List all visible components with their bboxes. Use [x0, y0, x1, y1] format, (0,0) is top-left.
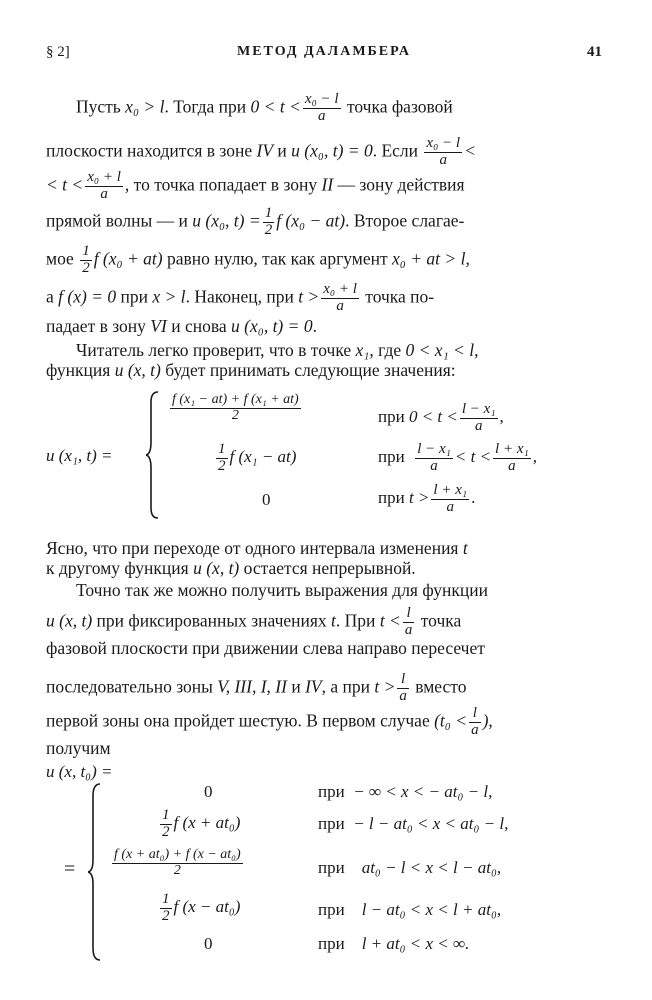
fraction: $\frac{l}{a}$ [471, 705, 479, 738]
p4-line3 [46, 638, 606, 659]
text: а [46, 286, 59, 307]
running-header [46, 44, 602, 68]
p4-line5 [46, 706, 606, 739]
text: Читатель легко проверит, что в точке [76, 340, 356, 360]
text: первой зоны она пройдет шестую. В первом случае [46, 710, 435, 731]
fraction: $\frac{l}{a}$ [404, 605, 413, 638]
zone-label: V, III, I, II [217, 676, 287, 697]
p3-line1 [46, 538, 606, 559]
text: при фиксированных значениях [92, 610, 332, 631]
left-brace-icon [146, 390, 162, 520]
system2-row4: $\frac{1}{2}$ f (x − at₀) [162, 891, 241, 924]
text: падает в зону [46, 316, 151, 336]
text: и [273, 140, 292, 161]
formula: 0 < t < [250, 96, 301, 117]
zone-label: IV [305, 676, 322, 697]
text: фазовой плоскости при движении слева направо пересечет [46, 638, 485, 658]
system2-lhs: u (x, t₀) = [46, 762, 113, 781]
p1-line5 [46, 244, 606, 277]
text: остается непрерывной. [239, 558, 416, 578]
zone-label: II [321, 174, 334, 195]
system1-row3-cond: при t > $\frac{\text{l + x₁}}{a}$ . [378, 482, 476, 515]
system2-row2: $\frac{1}{2}$ f (x + at₀) [162, 807, 241, 840]
p3-line2 [46, 558, 606, 579]
text: плоскости находится в зоне [46, 140, 257, 161]
formula: f (x) = 0 [58, 286, 117, 307]
formula: x > l [152, 286, 186, 307]
text: при [116, 286, 153, 307]
formula: t [331, 610, 336, 631]
system1-row1: $\frac{\text{f (x₁ − at) + f (x₁ + at)}}{2}$ [172, 392, 299, 423]
formula: x₀ + at > l, [392, 248, 470, 269]
system2-row5-cond: при l + at₀ < x < ∞. [318, 934, 470, 953]
p4-line4 [46, 672, 606, 705]
text: к другому функция [46, 558, 194, 578]
system1-row2: $\frac{1}{2}$ f (x₁ − at) [218, 441, 297, 474]
formula: t < [379, 610, 401, 631]
text: и снова [166, 316, 232, 336]
fraction: $\frac{1}{2}$ [264, 205, 273, 238]
fraction: $\frac{\text{x₀ − l}}{a}$ [426, 135, 461, 168]
formula: u (x₀, t) = 0 [231, 316, 313, 336]
running-title: МЕТОД ДАЛАМБЕРА [237, 44, 411, 59]
system1-row3: 0 [262, 490, 271, 509]
text: функция [46, 360, 115, 380]
p1-line6 [46, 282, 606, 315]
system1-row1-cond: при 0 < t < $\frac{\text{l − x₁}}{a}$ , [378, 401, 504, 434]
formula: t > [298, 286, 320, 307]
p4-line6 [46, 738, 606, 759]
text: — зону действия [333, 174, 465, 195]
fraction: $\frac{1}{2}$ [82, 243, 90, 276]
system2-row5: 0 [204, 934, 213, 953]
formula: f (x₀ − at) [276, 210, 346, 231]
text: , [488, 710, 493, 731]
text: , то точка попадает в зону [124, 174, 322, 195]
formula: x₁ [355, 340, 370, 360]
text: Точно так же можно получить выражения для функции [76, 580, 488, 600]
p2-line1 [76, 340, 606, 361]
system2-row3: $\frac{\text{f (x + at₀) + f (x − at₀)}}{2}$ [114, 847, 241, 878]
system2-equals: = [64, 858, 76, 880]
p2-line2 [46, 360, 606, 381]
text: равно нулю, так как аргумент [162, 248, 392, 269]
p1-line4 [46, 206, 606, 239]
text: мое [46, 248, 79, 269]
text: Пусть [76, 96, 126, 117]
fraction: $\frac{\text{x₀ − l}}{a}$ [304, 91, 339, 124]
system2-row3-cond: при at₀ − l < x < l − at₀, [318, 858, 502, 877]
section-mark: § 2] [46, 44, 70, 60]
text: точка по- [360, 286, 435, 307]
text: . Тогда при [164, 96, 251, 117]
text: . Если [372, 140, 419, 161]
text: прямой волны — и [46, 210, 193, 231]
text: и [286, 676, 306, 697]
zone-label: IV [256, 140, 274, 161]
p1-line7 [46, 316, 606, 337]
text: Ясно, что при переходе от одного интервала изменения [46, 538, 463, 558]
p1-line3 [46, 170, 606, 203]
p4-line2 [46, 606, 606, 639]
system2-row1: 0 [204, 782, 213, 801]
text: точка фазовой [342, 96, 453, 117]
text: . [312, 316, 317, 336]
fraction: $\frac{\text{x₀ + l}}{a}$ [87, 169, 121, 202]
system1-row2-cond: при $\frac{\text{l − x₁}}{a}$ < t < $\frac{\text{l + x₁}}{a}$ , [378, 441, 537, 474]
formula: (t₀ < [434, 710, 468, 731]
text: , а при [321, 676, 375, 697]
formula: u (x, t) [193, 558, 240, 578]
fraction: $\frac{\text{x₀ + l}}{a}$ [323, 281, 357, 314]
text: вместо [410, 676, 467, 697]
page-number: 41 [587, 44, 602, 60]
fraction: $\frac{l}{a}$ [399, 671, 407, 704]
formula: f (x₀ + at) [93, 248, 163, 269]
system1-lhs: u (x₁, t) = [46, 446, 113, 465]
text: . Наконец, при [185, 286, 299, 307]
formula: t [462, 538, 468, 558]
p1-line2: плоскости находится в зоне IV и u (x₀, t) = 0. Если $\frac{\text{x₀ − l}}{a}$ < [46, 135, 476, 168]
system2-row1-cond: при − ∞ < x < − at₀ − l, [318, 782, 493, 801]
formula: u (x, t) [46, 610, 93, 631]
formula: u (x₀, t) = [192, 210, 261, 231]
formula: u (x, t) [114, 360, 161, 380]
formula: 0 < x₁ < l, [405, 340, 479, 360]
p4-line1 [76, 580, 606, 601]
p1-line1 [76, 92, 606, 125]
formula: x₀ > l [125, 96, 165, 117]
text: будет принимать следующие значения: [160, 360, 456, 380]
formula: ) [482, 710, 489, 731]
system2-row4-cond: при l − at₀ < x < l + at₀, [318, 900, 502, 919]
formula: < t < [46, 174, 84, 195]
text: , где [369, 340, 406, 360]
text: последовательно зоны [46, 676, 218, 697]
text: получим [46, 738, 111, 758]
formula: t > [374, 676, 396, 697]
text: . Второе слагае- [345, 210, 465, 231]
text: . При [335, 610, 380, 631]
system2-row2-cond: при − l − at₀ < x < at₀ − l, [318, 814, 509, 833]
formula: u (x₀, t) = 0 [291, 140, 373, 161]
left-brace-icon [88, 782, 104, 962]
zone-label: VI [150, 316, 167, 336]
text: точка [416, 610, 462, 631]
